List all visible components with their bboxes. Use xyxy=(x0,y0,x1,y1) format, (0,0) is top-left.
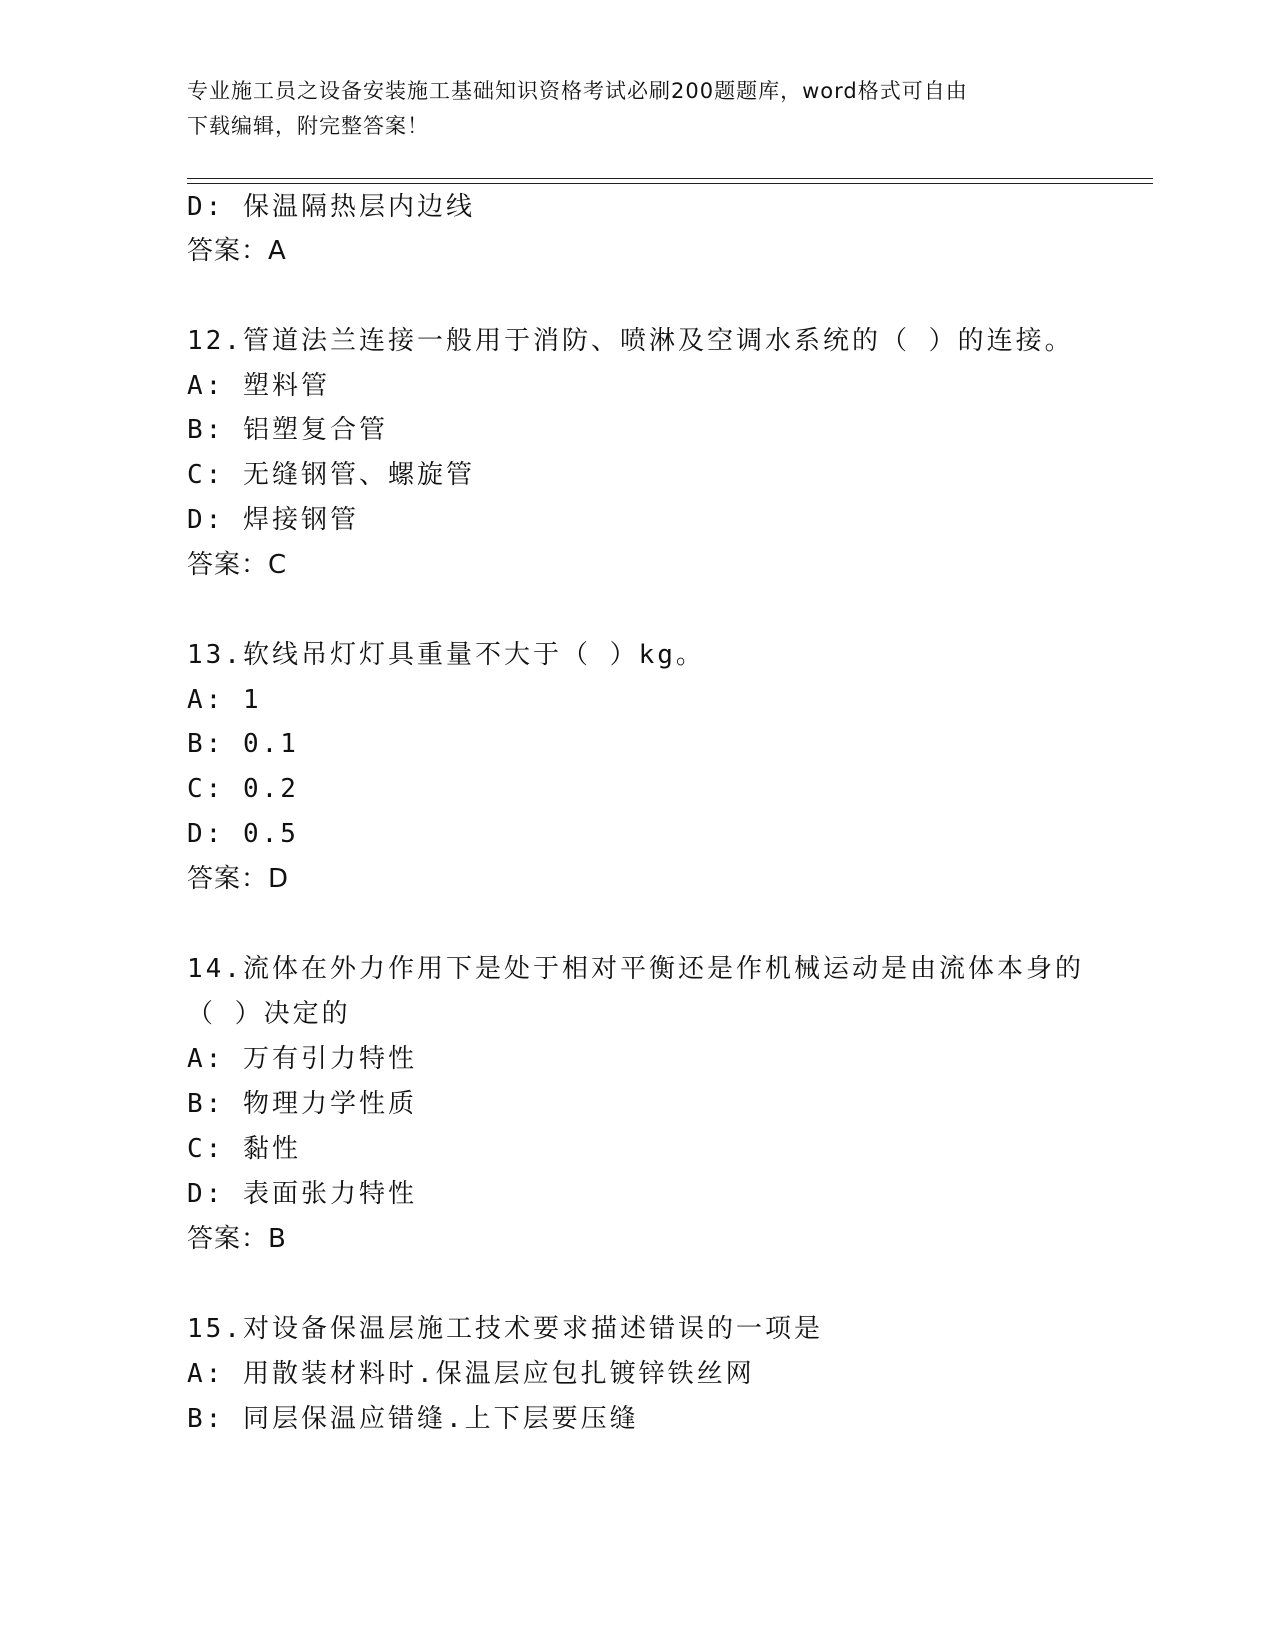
document-header xyxy=(187,74,1087,144)
q12-question: 12.管道法兰连接一般用于消防、喷淋及空调水系统的（ ）的连接。 xyxy=(187,326,1074,356)
q12-option-c: C: 无缝钢管、螺旋管 xyxy=(187,460,475,490)
q15-option-a: A: 用散装材料时.保温层应包扎镀锌铁丝网 xyxy=(187,1359,755,1389)
q14-option-a: A: 万有引力特性 xyxy=(187,1044,417,1074)
q14-answer: 答案：B xyxy=(187,1224,287,1254)
q14-question-line-2: （ ）决定的 xyxy=(187,999,351,1029)
q13-option-b: B: 0.1 xyxy=(187,729,299,759)
q15-option-b: B: 同层保温应错缝.上下层要压缝 xyxy=(187,1404,639,1434)
q15-question: 15.对设备保温层施工技术要求描述错误的一项是 xyxy=(187,1314,823,1344)
header-divider-bottom xyxy=(187,183,1153,184)
q12-answer: 答案：C xyxy=(187,550,288,580)
header-title-line-1: 专业施工员之设备安装施工基础知识资格考试必刷200题题库，word格式可自由 xyxy=(187,79,968,103)
q13-answer: 答案：D xyxy=(187,864,290,894)
q14-option-b: B: 物理力学性质 xyxy=(187,1089,417,1119)
q11-answer: 答案：A xyxy=(187,236,287,266)
q13-option-a: A: 1 xyxy=(187,685,262,715)
header-title-line-2: 下载编辑，附完整答案！ xyxy=(187,114,429,138)
header-divider-top xyxy=(187,178,1153,179)
q11-option-d: D: 保温隔热层内边线 xyxy=(187,192,475,222)
q14-option-d: D: 表面张力特性 xyxy=(187,1179,417,1209)
q12-option-b: B: 铝塑复合管 xyxy=(187,415,388,445)
q12-option-a: A: 塑料管 xyxy=(187,371,330,401)
q13-option-d: D: 0.5 xyxy=(187,819,299,849)
q13-question: 13.软线吊灯灯具重量不大于（ ）kg。 xyxy=(187,640,705,670)
q14-question-line-1: 14.流体在外力作用下是处于相对平衡还是作机械运动是由流体本身的 xyxy=(187,954,1084,984)
q12-option-d: D: 焊接钢管 xyxy=(187,505,359,535)
q13-option-c: C: 0.2 xyxy=(187,774,299,804)
q14-option-c: C: 黏性 xyxy=(187,1134,301,1164)
